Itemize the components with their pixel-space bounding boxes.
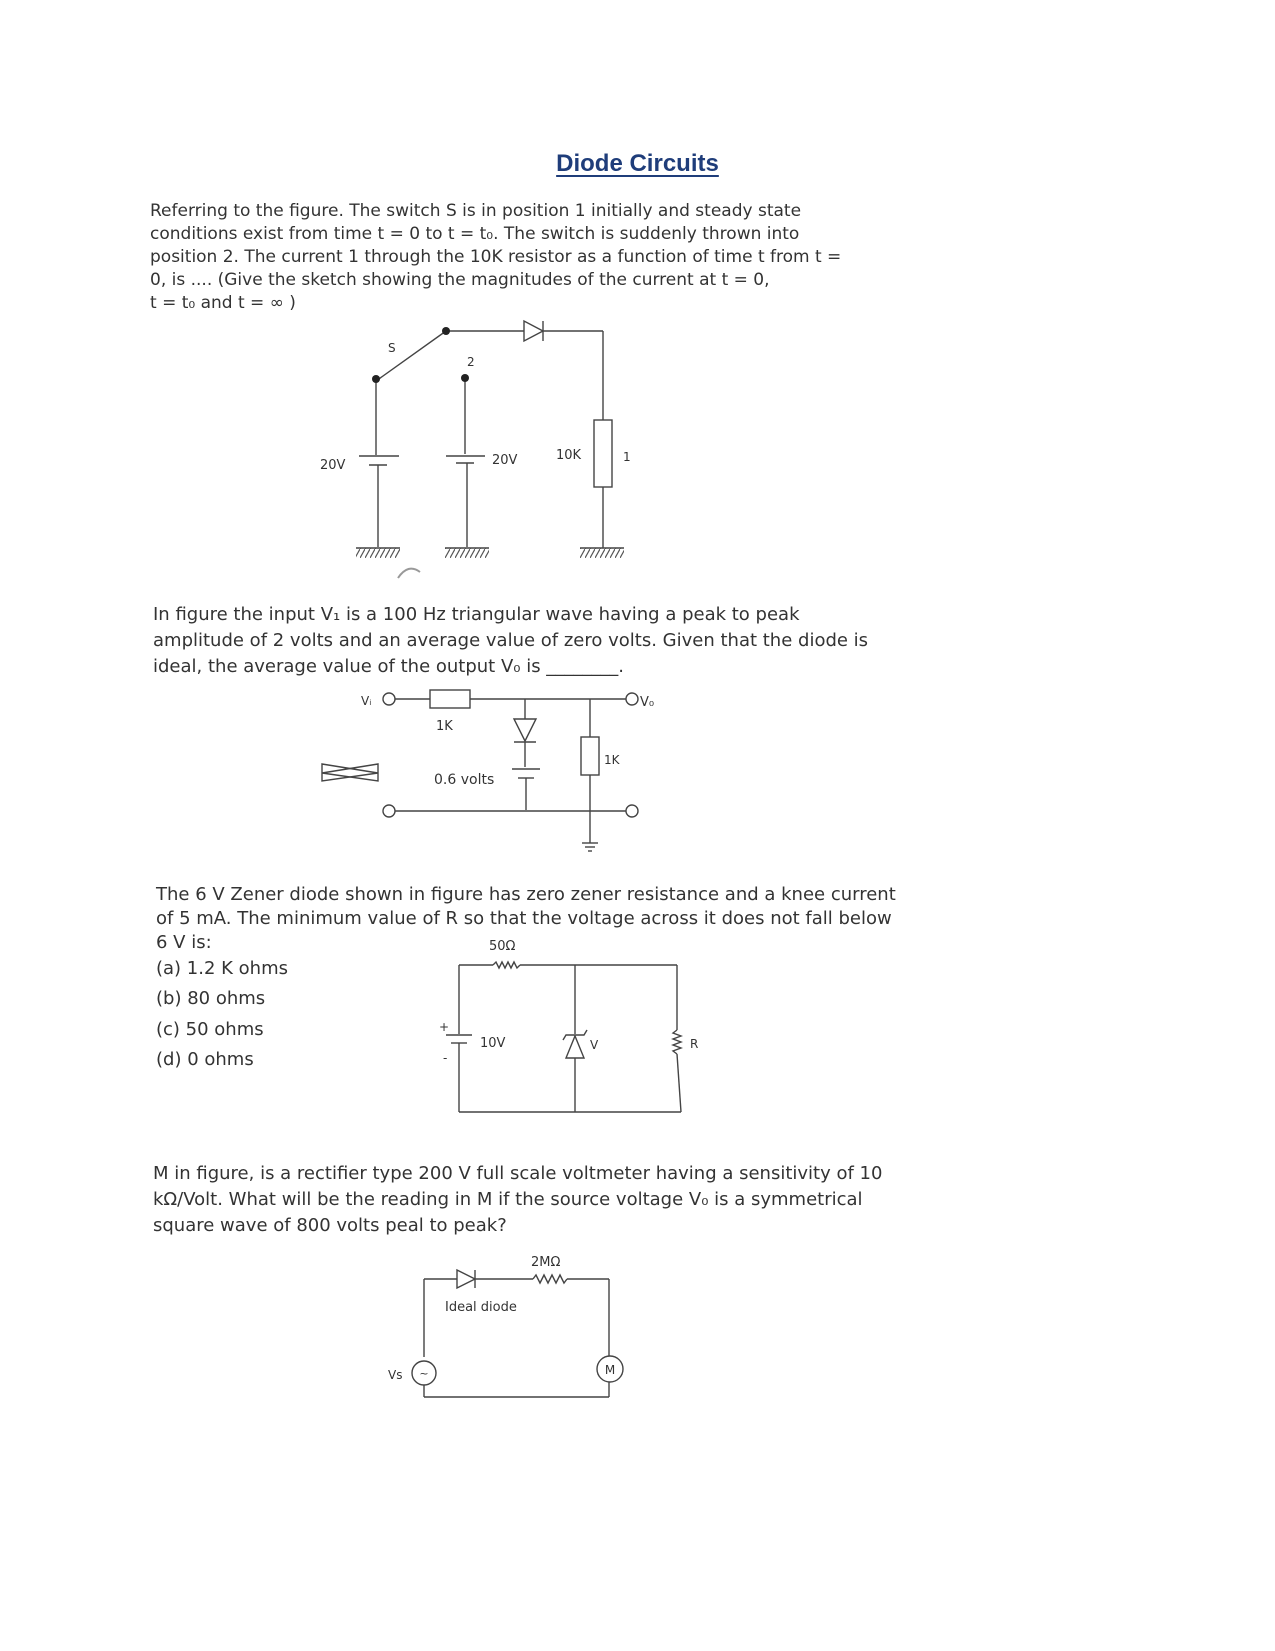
fig2-bowtie-icon	[322, 764, 378, 781]
q2-line-3: ideal, the average value of the output V₀ is ________.	[153, 656, 625, 677]
fig4-ideal-diode	[457, 1270, 475, 1288]
fig1-switch-blade	[376, 331, 446, 381]
fig3-resistor-r	[673, 1030, 681, 1054]
fig2-output-terminal	[626, 693, 638, 705]
fig2-label-1k-series: 1K	[436, 719, 453, 734]
fig1-label-2: 2	[467, 355, 475, 369]
fig1-label-1: 1	[623, 450, 631, 464]
fig2-label-vo: V₀	[640, 695, 655, 710]
q1-line-3: position 2. The current 1 through the 10K resistor as a function of time t from t =	[150, 247, 842, 267]
figure-4-voltmeter-circuit	[412, 1270, 623, 1397]
fig4-resistor-2m	[533, 1275, 567, 1283]
q3-line-2: of 5 mA. The minimum value of R so that the voltage across it does not fall below	[156, 908, 892, 929]
figure-1-switch-circuit	[356, 321, 624, 578]
fig4-source-symbol: ~	[419, 1367, 429, 1380]
fig2-resistor-1k-shunt	[581, 737, 599, 775]
page-title: Diode Circuits	[556, 150, 719, 177]
figure-2-clipper-circuit	[322, 690, 638, 851]
fig1-label-20v-left: 20V	[320, 458, 346, 473]
q2-line-2: amplitude of 2 volts and an average value of zero volts. Given that the diode is	[153, 630, 869, 651]
fig3-label-minus: -	[443, 1051, 448, 1065]
fig3-label-10v: 10V	[480, 1036, 506, 1051]
fig2-input-ground-terminal	[383, 805, 395, 817]
q3-line-3: 6 V is:	[156, 932, 212, 953]
q3-line-1: The 6 V Zener diode shown in figure has zero zener resistance and a knee current	[156, 884, 896, 905]
fig1-ground-left	[356, 548, 400, 558]
fig1-label-s: S	[388, 341, 396, 355]
fig4-label-m: M	[604, 1363, 616, 1377]
fig1-ground-right	[580, 548, 624, 558]
fig1-switch-pivot	[372, 375, 380, 383]
fig3-label-plus: +	[439, 1020, 450, 1034]
q1-line-4: 0, is .... (Give the sketch showing the magnitudes of the current at t = 0,	[150, 270, 770, 290]
fig4-label-ideal-diode: Ideal diode	[445, 1300, 517, 1315]
option-d: (d) 0 ohms	[156, 1049, 254, 1070]
q4-line-1: M in figure, is a rectifier type 200 V full scale voltmeter having a sensitivity of 10	[153, 1163, 883, 1184]
fig1-diode	[524, 321, 543, 341]
q4-line-3: square wave of 800 volts peal to peak?	[153, 1215, 507, 1236]
fig2-label-vi: Vᵢ	[361, 694, 372, 708]
q1-line-5: t = t₀ and t = ∞ )	[150, 293, 296, 313]
fig3-label-50ohm: 50Ω	[489, 939, 516, 954]
fig3-label-v: V	[590, 1038, 599, 1052]
fig2-label-1k-shunt: 1K	[604, 753, 620, 767]
q1-line-2: conditions exist from time t = 0 to t = t₀. The switch is suddenly thrown into	[150, 224, 800, 244]
fig3-resistor-50	[493, 962, 520, 968]
option-b: (b) 80 ohms	[156, 988, 266, 1009]
fig2-diode	[514, 719, 536, 741]
fig1-label-10k: 10K	[556, 448, 582, 463]
fig4-label-2mohm: 2MΩ	[531, 1255, 561, 1270]
fig3-zener-diode	[566, 1036, 584, 1058]
fig2-input-terminal	[383, 693, 395, 705]
q2-line-1: In figure the input V₁ is a 100 Hz triangular wave having a peak to peak	[153, 604, 800, 625]
fig1-switch-contact-2	[461, 374, 469, 382]
fig3-label-r: R	[690, 1037, 699, 1051]
fig1-ground-mid	[445, 548, 489, 558]
q1-line-1: Referring to the figure. The switch S is in position 1 initially and steady state	[150, 201, 802, 221]
option-c: (c) 50 ohms	[156, 1019, 264, 1040]
option-a: (a) 1.2 K ohms	[156, 958, 289, 979]
fig2-resistor-1k-series	[430, 690, 470, 708]
q4-line-2: kΩ/Volt. What will be the reading in M if the source voltage V₀ is a symmetrical	[153, 1189, 863, 1210]
fig1-label-20v-mid: 20V	[492, 453, 518, 468]
fig2-label-battery: 0.6 volts	[434, 772, 495, 788]
fig1-switch-contact-1	[442, 327, 450, 335]
fig4-label-vs: Vs	[388, 1368, 403, 1382]
fig2-output-ground-terminal	[626, 805, 638, 817]
fig1-resistor-10k	[594, 420, 612, 487]
